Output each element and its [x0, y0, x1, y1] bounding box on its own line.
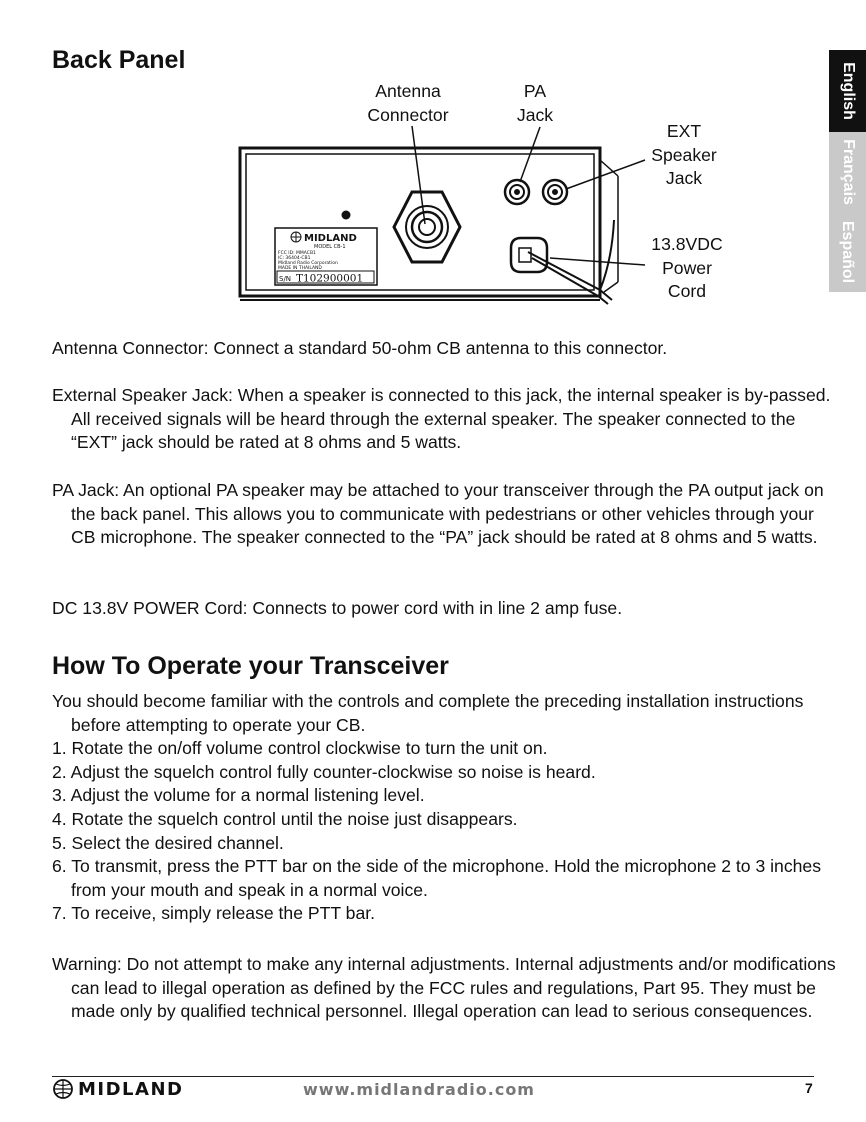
tab-english[interactable]: English [829, 50, 866, 132]
back-panel-diagram [0, 0, 866, 330]
sticker-serial-prefix: S/N [279, 275, 292, 283]
sticker-brand: MIDLAND [304, 233, 357, 244]
footer-logo [52, 1078, 183, 1100]
operate-intro: You should become familiar with the controls and complete the preceding installation instructions before attempting to operate your CB. [52, 691, 804, 735]
list-item: 4. Rotate the squelch control until the noise just disappears. [52, 808, 518, 829]
list-item: 2. Adjust the squelch control fully counter-clockwise so noise is heard. [52, 761, 596, 782]
ext-jack-icon [543, 180, 567, 204]
list-item: 1. Rotate the on/off volume control clockwise to turn the unit on. [52, 738, 548, 759]
ext-speaker-jack-label: EXT Speaker Jack [651, 121, 717, 189]
sticker-serial: T102900001 [296, 272, 364, 285]
sticker-fcc: FCC ID: MMACB1 [278, 251, 316, 256]
power-cord-label: 13.8VDC Power Cord [651, 234, 723, 302]
external-speaker-jack-description: External Speaker Jack: When a speaker is connected to this jack, the internal speaker is by-passed. All received signals will be heard through the external speaker. The speaker connected to the “EXT” jack should be rated at 8 ohms and 5 watts. [52, 385, 831, 453]
sticker-ic: IC: 36404-CB1 [278, 256, 311, 261]
midland-logo-small [291, 232, 301, 242]
antenna-connector-description: Antenna Connector: Connect a standard 50-ohm CB antenna to this connector. [52, 338, 668, 358]
midland-globe-icon [52, 1078, 74, 1100]
pa-jack-description: PA Jack: An optional PA speaker may be attached to your transceiver through the PA output jack on the back panel. This allows you to communicate with pedestrians or other vehicles through your CB microphone. The speaker connected to the “PA” jack should be rated at 8 ohms and 5 watts. [52, 480, 824, 548]
sticker-model: MODEL CB-1 [314, 244, 346, 250]
footer-divider [52, 1076, 814, 1077]
list-item: 7. To receive, simply release the PTT bar. [52, 903, 376, 924]
section-title-operate: How To Operate your Transceiver [52, 652, 449, 680]
pa-jack-icon [505, 180, 529, 204]
pa-jack-label: PA Jack [516, 81, 554, 125]
list-item: 6. To transmit, press the PTT bar on the side of the microphone. Hold the microphone 2 to 3 inches from your mouth and speak in a normal voice. [52, 856, 822, 900]
antenna-connector-icon [394, 192, 460, 262]
list-item: 3. Adjust the volume for a normal listening level. [52, 785, 425, 806]
tab-francais[interactable]: Français [829, 132, 866, 212]
section-title-back-panel: Back Panel [52, 46, 186, 74]
operate-instructions [52, 690, 822, 926]
sticker-corp: Midland Radio Corporation [278, 261, 338, 266]
list-item: 5. Select the desired channel. [52, 832, 284, 853]
footer-url[interactable]: www.midlandradio.com [303, 1080, 535, 1099]
antenna-connector-label: Antenna Connector [367, 81, 449, 125]
power-socket-icon [511, 238, 547, 272]
footer-brand: MIDLAND [78, 1078, 184, 1100]
warning-paragraph: Warning: Do not attempt to make any internal adjustments. Internal adjustments and/or modifications can lead to illegal operation as defined by the FCC rules and regulations, Part 95. They must be made only by qualified technical personnel. Illegal operation can lead to serious consequences. [52, 954, 836, 1022]
indicator-dot [342, 211, 351, 220]
page-number: 7 [805, 1080, 813, 1096]
tab-espanol[interactable]: Español [829, 212, 866, 292]
power-cord-description: DC 13.8V POWER Cord: Connects to power cord with in line 2 amp fuse. [52, 598, 623, 618]
sticker-made-in: MADE IN THAILAND [278, 266, 322, 271]
